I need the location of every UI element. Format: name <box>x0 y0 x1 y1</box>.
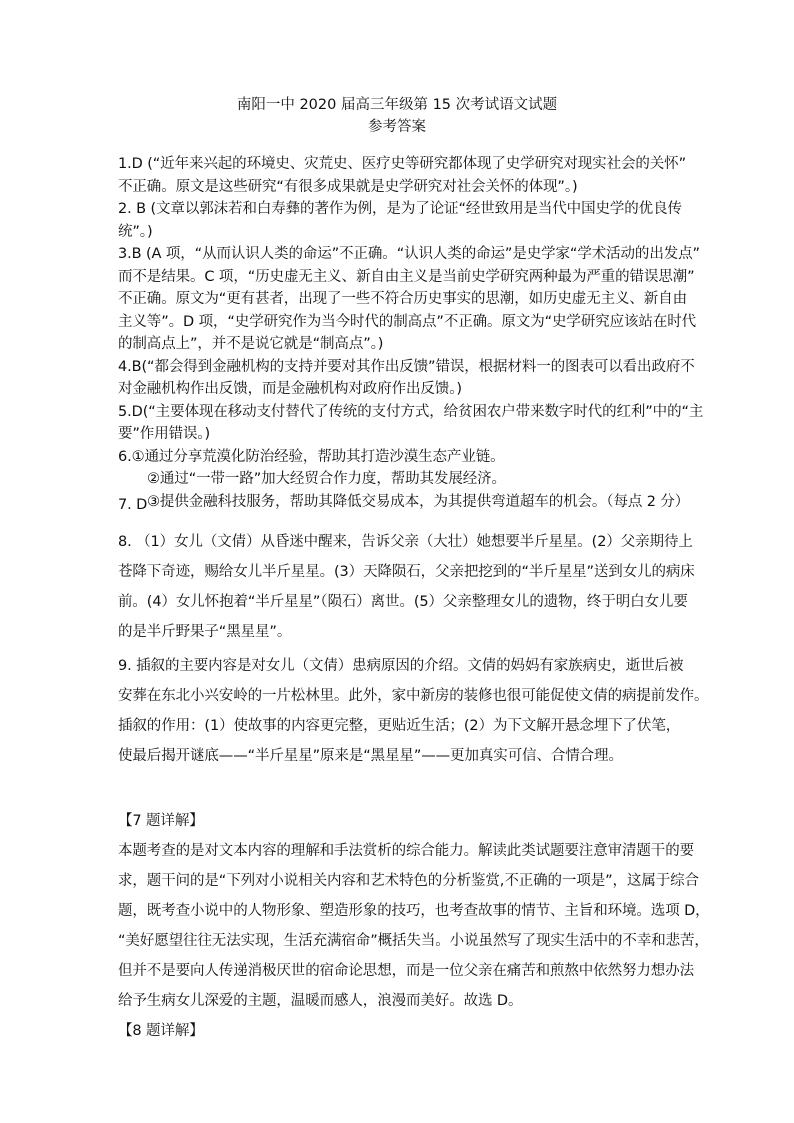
text-line: 题，既考查小说中的人物形象、塑造形象的技巧，也考查故事的情节、主旨和环境。选项 D， <box>118 903 710 919</box>
text-line: 的制高点上”，并不是说它就是“制高点”。) <box>118 336 384 352</box>
text-line: 本题考查的是对文本内容的理解和手法赏析的综合能力。解读此类试题要注意审清题干的要 <box>118 843 694 859</box>
text-line: 主义等”。D 项，“史学研究作为当今时代的制高点”不正确。原文为“史学研究应该站在时代 <box>118 313 697 330</box>
text-line: 不正确。原文是这些研究“有很多成果就是史学研究对社会关怀的体现”。) <box>118 178 578 195</box>
text-line: 苍降下奇迹，赐给女儿半斤星星。(3）天降陨石，父亲把挖到的“半斤星星”送到女儿的病床 <box>118 564 695 580</box>
text-line: 要”作用错误。) <box>118 426 211 442</box>
text-line: 3.B (A 项，“从而认识人类的命运”不正确。“认识人类的命运”是史学家“学术活动的出发点” <box>118 246 700 262</box>
text-line: 6.①通过分享荒漠化防治经验，帮助其打造沙漠生态产业链。 <box>118 448 505 465</box>
section-heading: 【7 题详解】 <box>118 813 204 829</box>
text-line: 的是半斤野果子“黑星星”。 <box>118 624 292 640</box>
text-line: 安葬在东北小兴安岭的一片松林里。此外，家中新房的装修也很可能促使文倩的病提前发作。 <box>118 688 709 704</box>
text-line: 5.D(“主要体现在移动支付替代了传统的支付方式，给贫困农户带来数字时代的红利”中的“主 <box>118 403 704 420</box>
text-line: 1.D (“近年来兴起的环境史、灾荒史、医疗史等研究都体现了史学研究对现实社会的关怀” <box>118 156 686 172</box>
answer-7 <box>118 494 678 517</box>
text-line: 统”。) <box>118 223 153 240</box>
text-line: 对金融机构作出反馈，而是金融机构对政府作出反馈。) <box>118 381 462 397</box>
page-title: 南阳一中 2020 届高三年级第 15 次考试语文试题 <box>236 97 558 113</box>
section-heading: 【8 题详解】 <box>118 1023 204 1039</box>
text-line: 使最后揭开谜底——“半斤星星”原来是“黑星星”——更加真实可信、合情合理。 <box>118 748 623 764</box>
text-line: “美好愿望往往无法实现，生活充满宿命”概括失当。小说虽然写了现实生活中的不幸和悲苦， <box>118 933 709 949</box>
answer-9 <box>118 651 709 771</box>
text-line: 9. 插叙的主要内容是对女儿（文倩）患病原因的介绍。文倩的妈妈有家族病史，逝世后被 <box>118 658 684 674</box>
detail-section <box>118 806 710 1046</box>
text-line: 不正确。原文为“更有甚者，出现了一些不符合历史事实的思潮，如历史虚无主义、新自由 <box>118 291 688 307</box>
text-line: 而不是结果。C 项，“历史虚无主义、新自由主义是当前史学研究两种最为严重的错误思潮” <box>118 268 695 285</box>
text-line: 2. B (文章以郭沫若和白寿彝的著作为例，是为了论证“经世致用是当代中国史学的优良传 <box>118 201 682 217</box>
text-line: ③提供金融科技服务，帮助其降低交易成本，为其提供弯道超车的机会。（每点 2 分） <box>147 493 690 510</box>
text-line: 4.B(“都会得到金融机构的支持并要对其作出反馈”错误，根据材料一的图表可以看出政府不 <box>118 358 695 375</box>
answers-1-to-6 <box>118 153 704 513</box>
page-subtitle: 参考答案 <box>368 119 426 135</box>
text-line: 求，题干问的是“下列对小说相关内容和艺术特色的分析鉴赏,不正确的一项是”，这属于综合 <box>118 873 699 889</box>
text-line: 但并不是要向人传递消极厌世的宿命论思想，而是一位父亲在痛苦和煎熬中依然努力想办法 <box>118 963 694 979</box>
text-line: 7. D <box>118 497 148 513</box>
answer-8 <box>118 527 695 647</box>
text-line: 插叙的作用：(1）使故事的内容更完整，更贴近生活；(2）为下文解开悬念埋下了伏笔， <box>118 718 681 734</box>
text-line: 前。(4）女儿怀抱着“半斤星星”（陨石）离世。(5）父亲整理女儿的遗物，终于明白女儿要 <box>118 594 688 610</box>
text-line: 给予生病女儿深爱的主题，温暖而感人，浪漫而美好。故选 D。 <box>118 993 523 1009</box>
text-line: ②通过“一带一路”加大经贸合作力度，帮助其发展经济。 <box>147 471 506 487</box>
text-line: 8. （1）女儿（文倩）从昏迷中醒来，告诉父亲（大壮）她想要半斤星星。(2）父亲期待上 <box>118 534 693 550</box>
